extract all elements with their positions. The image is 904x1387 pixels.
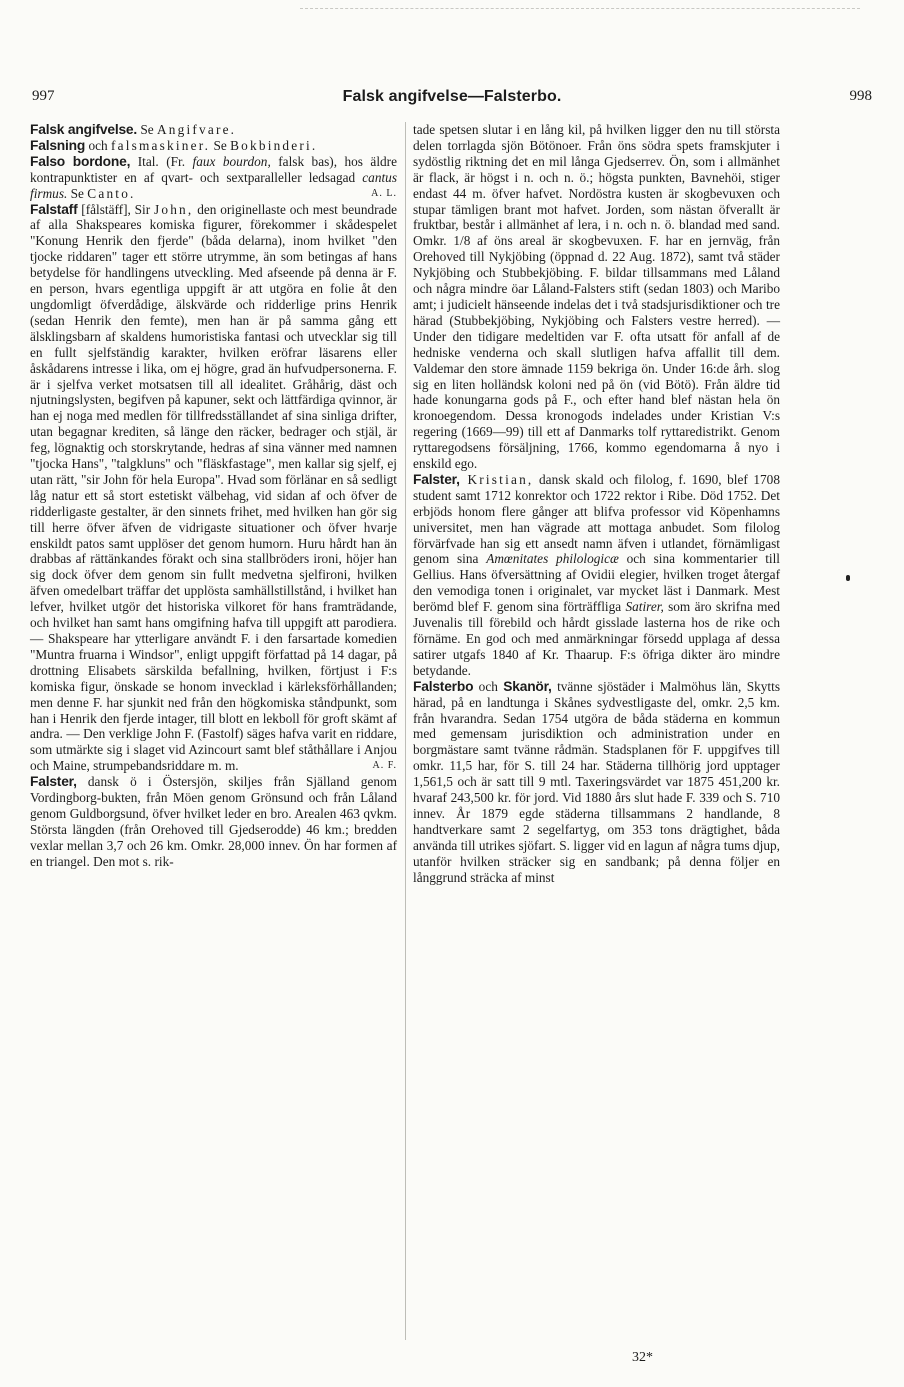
author-signature: A. L. xyxy=(371,187,397,199)
page-number-left: 997 xyxy=(32,88,55,104)
entry-falsk-angifvelse: Falsk angifvelse. Se Angifvare. xyxy=(30,122,237,137)
author-signature: A. F. xyxy=(372,760,397,772)
cross-reference: Angifvare. xyxy=(156,122,237,137)
cross-reference: Canto. xyxy=(87,185,136,201)
headword: Falsk angifvelse. xyxy=(30,122,138,137)
headword: Falster, xyxy=(30,774,77,790)
entry-falsning: Falsning och falsmaskiner. Se Bokbinderi. xyxy=(30,137,318,153)
headword: Falstaff xyxy=(30,201,78,217)
headword: Falsterbo xyxy=(413,678,474,694)
column-divider xyxy=(405,122,406,1340)
page-title: Falsk angifvelse—Falsterbo. xyxy=(342,88,562,105)
entry-falster-island: Falster, dansk ö i Östersjön, skiljes från Själland genom Vordingborg-bukten, från Möen genom Grönsund och från Låland genom Guldborgsund, öfver hvilket leder en bro. Arealen 463 qvkm. Största längden (från Orehoved till Gjedserodde) 46 km.; bredden vexlar mellan 3,7 och 26 km. Omkr. 28,000 innev. Ön har formen af en triangel. Den mot s. rik- xyxy=(30,774,397,869)
right-column xyxy=(413,122,780,886)
entry-falster-kristian: Falster, Kristian, dansk skald och filolog, f. 1690, blef 1708 student samt 1712 konrektor och 1722 rektor i Ribe. Död 1752. Det erbjöds honom flere gånger att blifva professor vid Köpenhamns universitet, men han vägrade att mottaga anbudet. Som filolog förvärfvade han sig ett ansedt namn äfven i utlandet, förnämligast genom sina Amœnitates philologicæ och sina kommentarier till Gellius. Hans öfversättning af Ovidii elegier, hvilken troget återgaf den vemodiga tonen i originalet, var mycket läst i Danmark. Mest berömd blef F. genom sina förträffliga Satirer, som äro skrifna med Juvenalis till förebild och hårdt gisslade lasterna hos de rike och förnäme. En god och med anmärkningar försedd upplaga af dessa satirer utgafs 1840 af Kr. Thaarup. F:s öfriga dikter äro mindre betydande. xyxy=(413,471,780,678)
entry-falstaff: Falstaff [fålstäff], Sir John, den originellaste och mest beundrade af alla Shakspeares komiska figurer, förekommer i skådespelet "Konung Henrik den fjerde" (båda delarna), inom hvilket "den tjocke riddaren" tager ett större utrymme, än som betingas af hans betydelse för handlingens utveckling. Med afseende på denna är F. en person, hvars egentliga uppgift är att utgöra en folie åt den ungdomligt öfverdådige, älskvärde och ridderlige prins Henrik (sedan Henrik den femte), men han är på samma gång ett älsklingsbarn af skaldens humoristiska fantasi och utvecklar sig till en fullt sjelfständig karakter, hvilken eröfrar läsarens eller åskådarens intresse i lika, om ej högre, grad än hufvudpersonerna. F. är i sjelfva verket motsatsen till all idealitet. Gråhårig, däst och njutningslysten, begifven på kapuner, sekt och lättfärdiga qvinnor, är han ej noga med medlen för tillfredsställandet af sina sinliga drifter, utan begagnar krediten, så länge den räcker, bedrager och stjäl, är feg, lögnaktig och storskrytande, hedras af sina vänner med namnen "tjocka Hans", "talgkluns" och "fläskfastage", men kallar sig sjelf, ej utan rätt, "sir John för hela Europa". Hvad som förlänar en så sedligt låg natur ett så stort estetiskt välbehag, vid sidan af och öfver de ridderligaste gestalter, är den sinnets frihet, med hvilken han gör sig till herre öfver äfven de vidrigaste situationer och öfver hvarje enskildt patos samt upplöser det genom humorn. Huru hårdt han än drabbas af rättänkandes förakt och sina stallbröders ironi, höjer han sig dock öfver dem genom sin fullt medvetna sjelfironi, hvilken äfven omedelbart träffar det upplösta samhällstillstånd, i hvilket han lefver, hvilket utgör det historiska vilkoret för hans framträdande, och hvilket han samt hans omgifning hafva till uppgift att parodiera. — Shakspeare har ytterligare användt F. i den farsartade komedien "Muntra fruarna i Windsor", enligt uppgift författad på 14 dagar, på drottning Elisabets särskilda befallning, hvilken, förtjust i F:s komiska figur, önskade se honom invecklad i kärleksförhållanden; men denne F. har sjunkit ned från den högkomiska ståndpunkt, som han i Henrik den fjerde intager, till blott en lekboll för groft skämt af andra. — Den verklige John F. (Fastolf) säges hafva varit en riddare, som utmärkte sig i slaget vid Azincourt samt blef ståthållare i Anjou och Maine, strumpebandsriddare m. m. A. F. xyxy=(30,201,397,774)
headword: Falsning xyxy=(30,137,86,153)
entry-falsterbo: Falsterbo och Skanör, tvänne sjöstäder i Malmöhus län, Skytts härad, på en landtunga i Skånes sydvestligaste del, omkr. 2,5 km. från hvarandra. Sedan 1754 utgöra de båda städerna en kommun med gemensam jurisdiktion och administration under en borgmästare samt tvänne rådmän. Stadsplanen för F. uppgifves till omkr. 11,5 har, för S. till 24 har. Städerna tillhörig jord upptager 1,561,5 och är satt till 9 mtl. Taxeringsvärdet var 1875 451,200 kr. hvaraf 243,500 kr. för jord. Vid 1880 års slut hade F. 339 och S. 710 innev. År 1879 egde städerna tillsammans 2 handlande, 8 handtverkare samt 2 segelfartyg, om 353 tons drägtighet, båda använda till utrikes sjöfart. S. ligger vid en lagun af några tums djup, utanför hvilken sträcker sig en sandbank; på denna följer en långgrund sträcka af minst xyxy=(413,678,780,885)
margin-mark xyxy=(846,575,850,581)
entry-falster-island-continued: tade spetsen slutar i en lång kil, på hvilken ligger den nu till största delen torrlagda sjön Bötönoer. Från öns södra spets framskjuter i sydöstlig riktning det en mil långa Gjedserrev. Ön, som i allmänhet är flack, är högst i n. och n. ö.; högsta punkten, Bavnehöi, stiger endast 44 m. öfver hafvet. Nordöstra kusten är skogbevuxen och stupar tämligen brant mot hafvet. Jorden, som nästan öfverallt är fruktbar, består i allmänhet af lera, i n. och n. ö. blandad med sand. Omkr. 1/8 af öns areal är skogbevuxen. F. har en jernväg, från Orehoved till Nykjöbing (öppnad d. 22 Aug. 1872), samt två städer Nykjöbing och Stubbekjöbing. F. bildar tillsammans med Låland och några mindre öar Låland-Falsters stift (sedan 1803) och Maribo amt; i judicielt hänseende indelas det i två stadsjurisdiktioner och tre härad (Stubbekjöbing, Nykjöbing och Falsters vestre herred). — Under den tidigare medeltiden var F. ofta utsatt för anfall af de hedniske venderna och skall slutligen hafva affallit till dem. Valdemar den store ämnade 1159 bekriga ön. Under 16:de årh. slog sig en liten holländsk koloni ned på ön (vid Bötö). Från äldre tid hade konungarna gods på F., och efter hand blef nästan hela ön kronoegendom. Dessa kronogods indelades under Kristian V:s regering (1669—99) till ett af Danmarks tolf ryttaredistrikt. Genom ryttaregodsens försäljning, 1766, kommo egendomarna å nyo i enskild ego. xyxy=(413,122,780,472)
cross-reference: Bokbinderi. xyxy=(230,137,318,153)
signature-mark: 32* xyxy=(632,1350,653,1365)
headword: Falster, xyxy=(413,471,460,487)
left-column xyxy=(30,122,397,870)
running-head xyxy=(32,88,872,112)
page-number-right: 998 xyxy=(849,88,872,104)
entry-falso-bordone: Falso bordone, Ital. (Fr. faux bourdon, falsk bas), hos äldre kontrapunktister en af qvart- och sextparalleller ledsagad cantus firmus. Se Canto. A. L. xyxy=(30,153,398,201)
headword: Skanör, xyxy=(503,678,552,694)
scan-top-rule xyxy=(300,8,860,9)
headword: Falso bordone, xyxy=(30,153,131,169)
